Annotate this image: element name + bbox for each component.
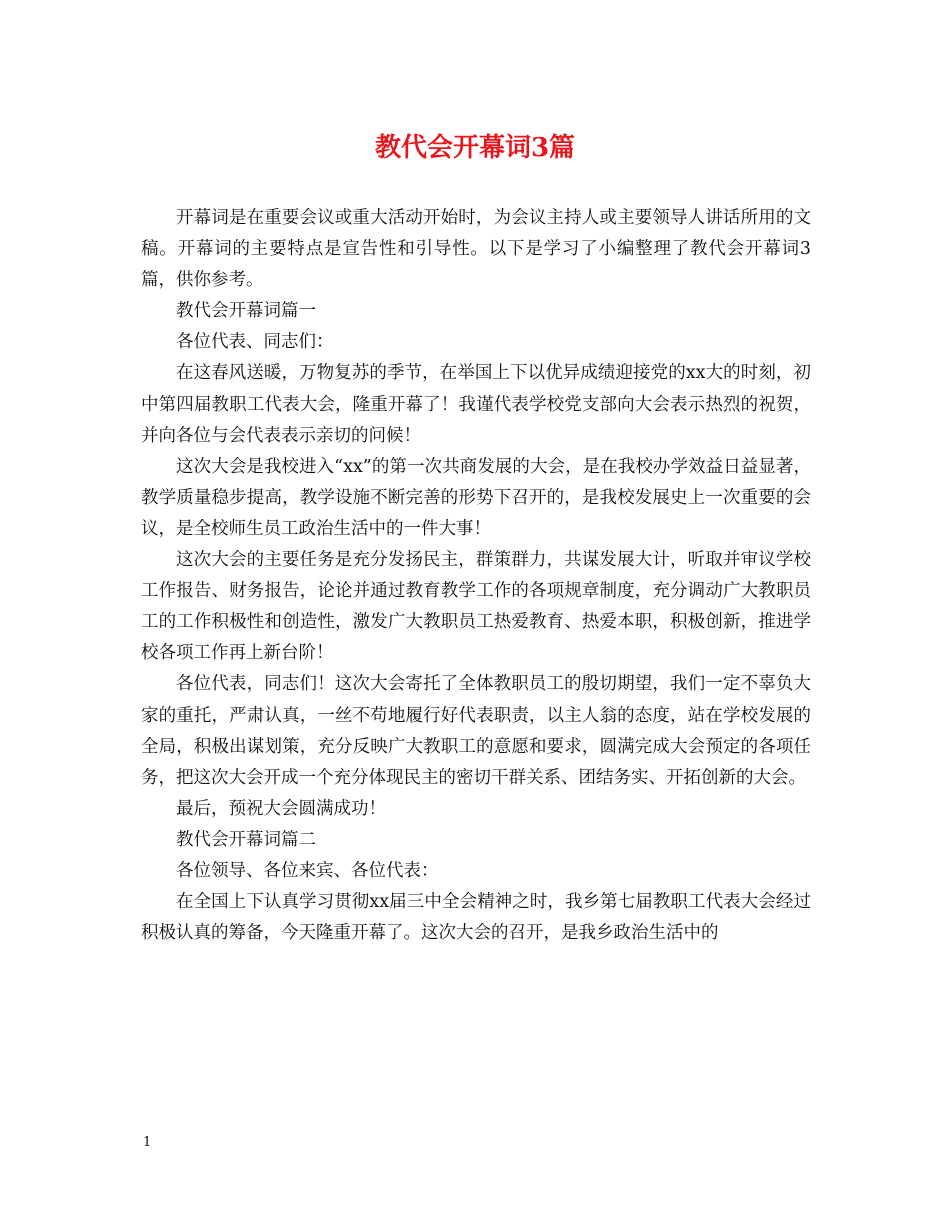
document-body <box>141 203 811 949</box>
document-title: 教代会开幕词3篇 <box>374 133 576 163</box>
paragraph-closing: 最后，预祝大会圆满成功！ <box>176 798 386 819</box>
paragraph: 在全国上下认真学习贯彻xx届三中全会精神之时，我乡第七届教职工代表大会经过积极认真的筹备，今天隆重开幕了。这次大会的召开，是我乡政治生活中的 <box>141 892 811 944</box>
section-heading-2: 教代会开幕词篇二 <box>176 829 316 850</box>
paragraph: 在这春风送暖，万物复苏的季节，在举国上下以优异成绩迎接党的xx大的时刻，初中第四届教职工代表大会，隆重开幕了！我谨代表学校党支部向大会表示热烈的祝贺，并向各位与会代表表示亲切的问候！ <box>141 363 811 446</box>
page-number: 1 <box>143 1135 152 1150</box>
salutation-1: 各位代表、同志们： <box>176 332 334 353</box>
paragraph: 这次大会是我校进入“xx”的第一次共商发展的大会，是在我校办学效益日益显著，教学质量稳步提高，教学设施不断完善的形势下召开的，是我校发展史上一次重要的会议，是全校师生员工政治生活中的一件大事！ <box>141 456 811 539</box>
paragraph: 各位代表，同志们！这次大会寄托了全体教职员工的殷切期望，我们一定不辜负大家的重托，严肃认真，一丝不苟地履行好代表职责，以主人翁的态度，站在学校发展的全局，积极出谋划策，充分反映广大教职工的意愿和要求，圆满完成大会预定的各项任务，把这次大会开成一个充分体现民主的密切干群关系、团结务实、开拓创新的大会。 <box>141 674 811 788</box>
paragraph-intro: 开幕词是在重要会议或重大活动开始时，为会议主持人或主要领导人讲话所用的文稿。开幕词的主要特点是宣告性和引导性。以下是学习了小编整理了教代会开幕词3篇，供你参考。 <box>141 208 811 291</box>
salutation-2: 各位领导、各位来宾、各位代表： <box>176 860 439 881</box>
paragraph: 这次大会的主要任务是充分发扬民主，群策群力，共谋发展大计，听取并审议学校工作报告、财务报告，论论并通过教育教学工作的各项规章制度，充分调动广大教职员工的工作积极性和创造性，激发广大教职员工热爱教育、热爱本职，积极创新，推进学校各项工作再上新台阶！ <box>141 550 811 664</box>
section-heading-1: 教代会开幕词篇一 <box>176 301 316 322</box>
